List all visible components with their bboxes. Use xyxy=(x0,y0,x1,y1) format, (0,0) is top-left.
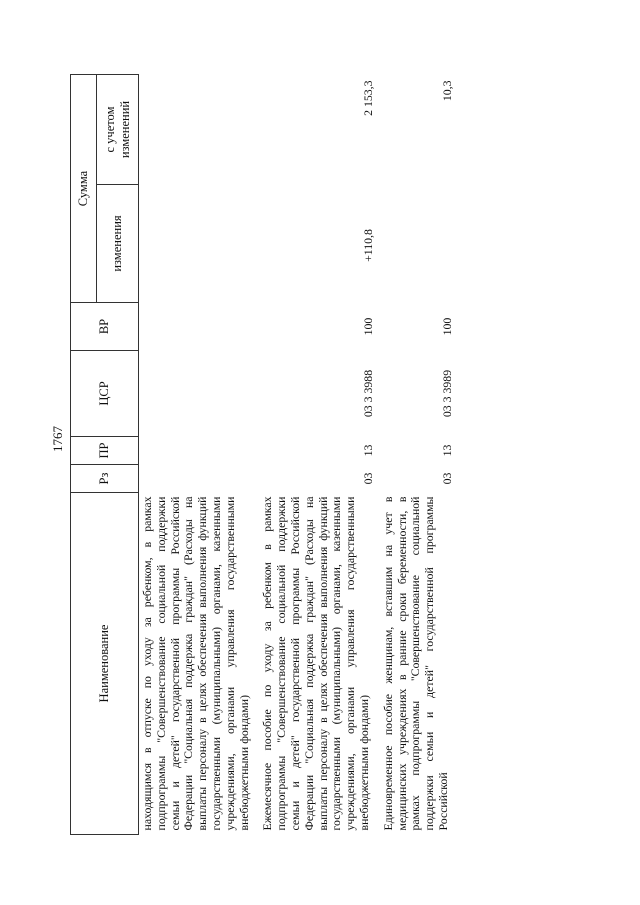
table-header xyxy=(71,75,139,835)
row-name: находящимся в отпуске по уходу за ребенком, в рамках подпрограммы "Совершенствование социальной поддержки семьи и детей" государственной программы Российской Федерации "Социальная поддержка граждан" (Расходы на выплаты персоналу в целях обеспечения выполнения функций государственными (муниципальными) органами, казенными учреждениями, органами управления государственными внебюджетными фондами) xyxy=(140,496,251,831)
row-rz xyxy=(139,465,260,493)
row-change: +110,8 xyxy=(360,229,375,262)
header-with-changes: с учетом изменений xyxy=(97,75,139,185)
header-change: изменения xyxy=(97,185,139,303)
row-pr xyxy=(139,437,260,465)
row-rz: 03 xyxy=(439,472,454,485)
row-vr: 100 xyxy=(439,317,454,336)
budget-table xyxy=(70,74,459,835)
header-sum: Сумма xyxy=(71,75,97,303)
row-csr: 03 3 3989 xyxy=(439,369,454,418)
header-csr: ЦСР xyxy=(71,351,139,437)
table-row xyxy=(259,75,379,835)
row-rz: 03 xyxy=(360,472,375,485)
header-pr: ПР xyxy=(71,437,139,465)
table-body xyxy=(139,75,459,835)
row-vr: 100 xyxy=(360,317,375,336)
header-name: Наименование xyxy=(71,493,139,835)
row-name: Ежемесячное пособие по уходу за ребенком в рамках подпрограммы "Совершенствование социальной поддержки семьи и детей" государственной программы Российской Федерации "Социальная поддержка граждан" (Расходы на выплаты персоналу в целях обеспечения выполнения функций государственными (муниципальными) органами, казенными учреждениями, органами управления государственными внебюджетными фондами) xyxy=(260,496,371,831)
row-name: Единовременное пособие женщинам, вставшим на учет в медицинских учреждениях в ранние сроки беременности, в рамках подпрограммы "Совершенствование социальной поддержки семьи и детей" государственной программы Российской xyxy=(380,496,450,831)
table-row xyxy=(380,75,459,835)
row-pr: 13 xyxy=(439,444,454,457)
row-pr: 13 xyxy=(360,444,375,457)
row-with-changes: 10,3 xyxy=(439,80,454,102)
row-change xyxy=(380,185,459,303)
row-change xyxy=(139,185,260,303)
row-vr xyxy=(139,303,260,351)
table-row xyxy=(139,75,260,835)
header-vr: ВР xyxy=(71,303,139,351)
row-csr: 03 3 3988 xyxy=(360,369,375,418)
row-with-changes xyxy=(139,75,260,185)
row-with-changes: 2 153,3 xyxy=(360,80,375,116)
page-number: 1767 xyxy=(50,426,65,452)
row-csr xyxy=(139,351,260,437)
header-rz: Рз xyxy=(71,465,139,493)
budget-table-rotated xyxy=(70,75,580,835)
